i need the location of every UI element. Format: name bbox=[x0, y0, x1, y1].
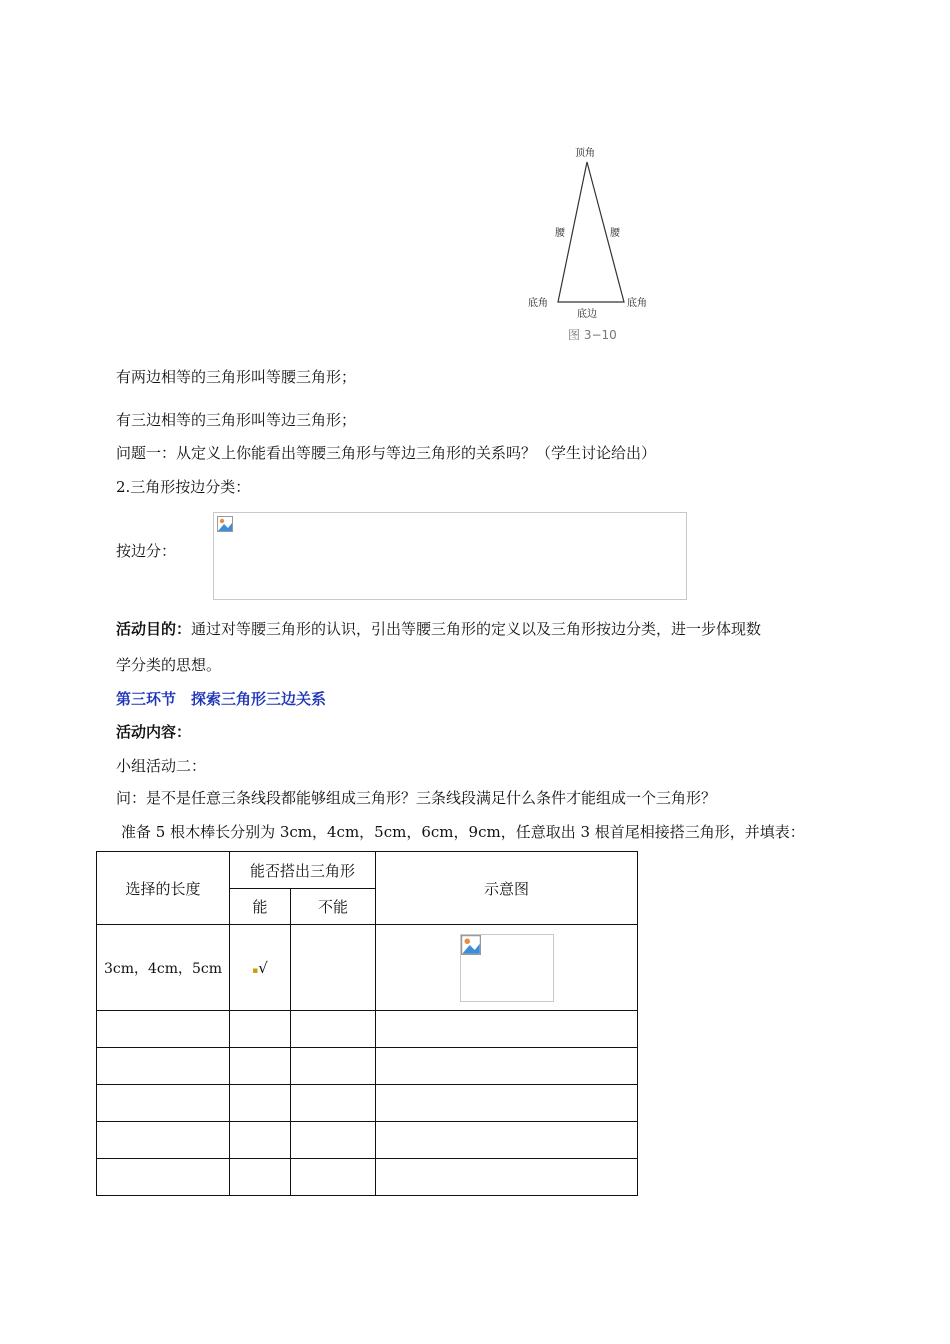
activity-purpose bbox=[116, 619, 761, 639]
lengths-cell bbox=[97, 1011, 230, 1048]
diagram-cell bbox=[376, 1159, 638, 1196]
table-row bbox=[97, 1159, 638, 1196]
header-can: 能 bbox=[230, 889, 291, 925]
header-cannot: 不能 bbox=[291, 889, 376, 925]
base-label: 底边 bbox=[577, 309, 597, 320]
can-cell bbox=[230, 1122, 291, 1159]
classification-image-placeholder bbox=[213, 512, 687, 600]
equilateral-definition: 有三边相等的三角形叫等边三角形； bbox=[116, 411, 357, 429]
section-three-heading: 第三环节 探索三角形三边关系 bbox=[116, 690, 327, 708]
classify-by-sides-label: 按边分： bbox=[116, 542, 177, 560]
can-cell bbox=[230, 1085, 291, 1122]
header-diagram: 示意图 bbox=[376, 852, 638, 925]
left-base-angle-label: 底角 bbox=[528, 298, 548, 309]
header-can-form-triangle: 能否搭出三角形 bbox=[230, 852, 376, 889]
right-base-angle-label: 底角 bbox=[627, 298, 647, 309]
table-row bbox=[97, 925, 638, 1011]
activity-content-label: 活动内容： bbox=[116, 723, 192, 741]
lengths-cell bbox=[97, 1122, 230, 1159]
activity-purpose-label: 活动目的： bbox=[116, 620, 192, 638]
check-mark: √ bbox=[258, 958, 268, 977]
lengths-cell bbox=[97, 1085, 230, 1122]
can-cell bbox=[230, 1159, 291, 1196]
triangle-sides-table bbox=[96, 851, 638, 1196]
lengths-cell bbox=[97, 1159, 230, 1196]
section-two-heading: 2.三角形按边分类： bbox=[116, 478, 251, 496]
cannot-cell bbox=[291, 1085, 376, 1122]
isosceles-definition: 有两边相等的三角形叫等腰三角形； bbox=[116, 368, 357, 386]
cannot-cell bbox=[291, 1011, 376, 1048]
can-cell bbox=[230, 1048, 291, 1085]
diagram-cell bbox=[376, 1048, 638, 1085]
cannot-cell bbox=[291, 1122, 376, 1159]
anchor-mark-icon: ▪ bbox=[252, 965, 259, 976]
can-cell bbox=[230, 1011, 291, 1048]
lengths-cell bbox=[97, 1048, 230, 1085]
broken-image-icon bbox=[461, 935, 481, 955]
diagram-cell bbox=[376, 1011, 638, 1048]
header-selected-lengths: 选择的长度 bbox=[97, 852, 230, 925]
activity-purpose-text: 通过对等腰三角形的认识，引出等腰三角形的定义以及三角形按边分类，进一步体现数 bbox=[191, 620, 762, 638]
table-row bbox=[97, 1048, 638, 1085]
activity-purpose-continued: 学分类的思想。 bbox=[116, 656, 222, 674]
diagram-cell bbox=[376, 1085, 638, 1122]
stick-instruction: 准备 5 根木棒长分别为 3cm，4cm，5cm，6cm，9cm，任意取出 3 根首尾相接搭三角形，并填表： bbox=[121, 823, 805, 841]
diagram-image-placeholder bbox=[460, 934, 554, 1002]
table-row bbox=[97, 1085, 638, 1122]
left-leg-label: 腰 bbox=[555, 228, 565, 239]
isosceles-triangle-figure bbox=[520, 140, 660, 345]
cannot-cell bbox=[291, 925, 376, 1011]
table-row bbox=[97, 1122, 638, 1159]
can-cell bbox=[230, 925, 291, 1011]
figure-caption: 图 3−10 bbox=[568, 328, 617, 342]
broken-image-icon bbox=[217, 516, 233, 532]
group-activity-two: 小组活动二： bbox=[116, 757, 207, 775]
diagram-cell bbox=[376, 1122, 638, 1159]
apex-angle-label: 顶角 bbox=[575, 148, 595, 159]
diagram-cell bbox=[376, 925, 638, 1011]
cannot-cell bbox=[291, 1159, 376, 1196]
cannot-cell bbox=[291, 1048, 376, 1085]
lengths-cell: 3cm，4cm，5cm bbox=[97, 925, 230, 1011]
table-row bbox=[97, 1011, 638, 1048]
right-leg-label: 腰 bbox=[610, 228, 620, 239]
question-two: 问：是不是任意三条线段都能够组成三角形？三条线段满足什么条件才能组成一个三角形？ bbox=[116, 789, 717, 807]
question-one: 问题一：从定义上你能看出等腰三角形与等边三角形的关系吗？（学生讨论给出） bbox=[116, 444, 657, 462]
